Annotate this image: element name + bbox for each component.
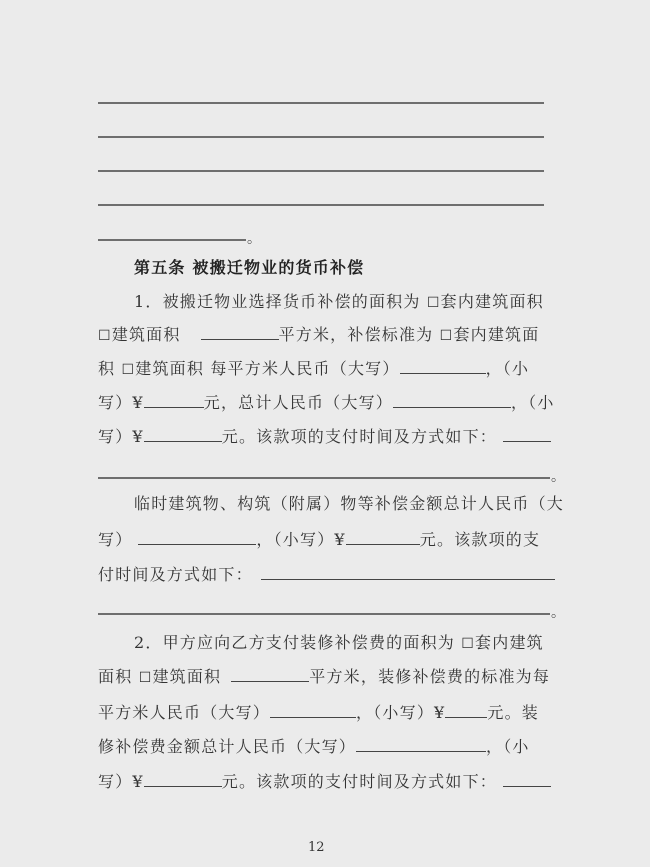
- blank-line-5[interactable]: [98, 239, 246, 241]
- p2-line-3: 付时间及方式如下：: [98, 565, 550, 585]
- deco-area-input[interactable]: [231, 667, 309, 682]
- p3-line-5: 写）¥ 元。该款项的支付时间及方式如下：: [98, 772, 550, 792]
- p2-line-2: 写） ，（小写）¥ 元。该款项的支: [98, 530, 541, 549]
- p3-line-2: 面积 ☐建筑面积 平方米，装修补偿费的标准为每: [98, 667, 551, 686]
- area-input[interactable]: [201, 325, 279, 340]
- deco-total-upper-input[interactable]: [356, 737, 486, 752]
- article-title: 第五条 被搬迁物业的货币补偿: [134, 258, 365, 277]
- top-end-period: 。: [247, 231, 261, 247]
- checkbox-std-inner-area[interactable]: ☐: [439, 328, 454, 344]
- p1-end-period: 。: [551, 469, 565, 485]
- total-upper-input[interactable]: [393, 393, 511, 408]
- blank-line-2[interactable]: [98, 136, 544, 138]
- p3-line-3: 平方米人民币（大写） ，（小写）¥ 元。装: [98, 703, 540, 722]
- p1-line-3: 积 ☐建筑面积 每平方米人民币（大写） ，（小: [98, 359, 530, 378]
- temp-total-lower-input[interactable]: [346, 530, 420, 545]
- p2-line-1: 临时建筑物、构筑（附属）物等补偿金额总计人民币（大: [134, 494, 565, 513]
- checkbox-deco-building-area[interactable]: ☐: [138, 670, 153, 686]
- checkbox-inner-area[interactable]: ☐: [426, 295, 441, 311]
- temp-total-upper-input[interactable]: [138, 530, 256, 545]
- page-number: 12: [308, 840, 325, 855]
- p3-line-1: 2．甲方应向乙方支付装修补偿费的面积为 ☐套内建筑: [134, 633, 544, 652]
- checkbox-deco-inner-area[interactable]: ☐: [461, 636, 476, 652]
- p1-line-4: 写）¥ 元，总计人民币（大写） ，（小: [98, 393, 555, 412]
- p1-line-2: ☐建筑面积 平方米，补偿标准为 ☐套内建筑面: [98, 325, 540, 344]
- deco-payment-method-input[interactable]: [503, 772, 551, 787]
- blank-line-4[interactable]: [98, 204, 544, 206]
- blank-line-3[interactable]: [98, 170, 544, 172]
- p1-line-1: 1．被搬迁物业选择货币补偿的面积为 ☐套内建筑面积: [134, 292, 544, 311]
- total-lower-input[interactable]: [144, 427, 222, 442]
- p3-line-4: 修补偿费金额总计人民币（大写） ，（小: [98, 737, 530, 756]
- deco-total-lower-input[interactable]: [144, 772, 222, 787]
- p1-line-5: 写）¥ 元。该款项的支付时间及方式如下：: [98, 427, 550, 447]
- checkbox-std-building-area[interactable]: ☐: [121, 362, 136, 378]
- deco-unit-upper-input[interactable]: [270, 703, 356, 718]
- deco-unit-lower-input[interactable]: [445, 703, 487, 718]
- blank-line-1[interactable]: [98, 102, 544, 104]
- payment-method-line[interactable]: [98, 477, 550, 479]
- temp-payment-method-line[interactable]: [98, 613, 550, 615]
- temp-payment-method-input[interactable]: [261, 565, 555, 580]
- p2-end-period: 。: [551, 605, 565, 621]
- payment-method-input[interactable]: [503, 427, 551, 442]
- unit-price-upper-input[interactable]: [400, 359, 486, 374]
- checkbox-building-area[interactable]: ☐: [98, 328, 112, 344]
- unit-price-lower-input[interactable]: [144, 393, 204, 408]
